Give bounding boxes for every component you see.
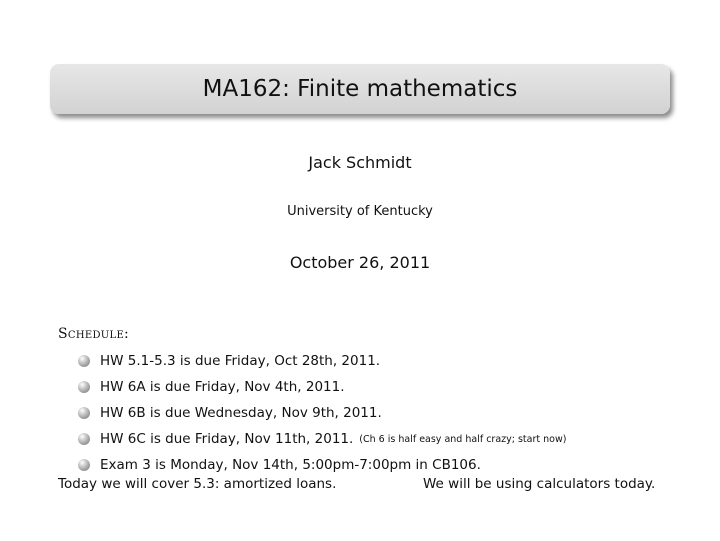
list-item	[78, 348, 566, 374]
bullet-icon	[78, 459, 90, 471]
title-box	[50, 64, 670, 114]
date: October 26, 2011	[289, 253, 431, 272]
list-item	[78, 426, 566, 452]
list-item	[78, 400, 566, 426]
bullet-icon	[78, 355, 90, 367]
list-item	[78, 452, 566, 478]
slide-title: MA162: Finite mathematics	[202, 76, 518, 102]
list-item	[78, 374, 566, 400]
list-item-text: Exam 3 is Monday, Nov 14th, 5:00pm-7:00pm in CB106.	[100, 457, 481, 473]
list-item-text: HW 6A is due Friday, Nov 4th, 2011.	[100, 379, 345, 395]
schedule-heading: Schedule:	[58, 326, 130, 342]
bullet-icon	[78, 433, 90, 445]
list-item-note: (Ch 6 is half easy and half crazy; start now)	[359, 433, 567, 445]
author: Jack Schmidt	[308, 153, 412, 172]
footer-right-text: We will be using calculators today.	[423, 476, 656, 492]
list-item-text: HW 6B is due Wednesday, Nov 9th, 2011.	[100, 405, 382, 421]
bullet-icon	[78, 381, 90, 393]
institution: University of Kentucky	[287, 204, 433, 219]
list-item-text: HW 6C is due Friday, Nov 11th, 2011.	[100, 431, 354, 447]
schedule-list	[78, 348, 566, 478]
list-item-text: HW 5.1-5.3 is due Friday, Oct 28th, 2011.	[100, 353, 381, 369]
bullet-icon	[78, 407, 90, 419]
footer-left-text: Today we will cover 5.3: amortized loans.	[58, 476, 337, 492]
